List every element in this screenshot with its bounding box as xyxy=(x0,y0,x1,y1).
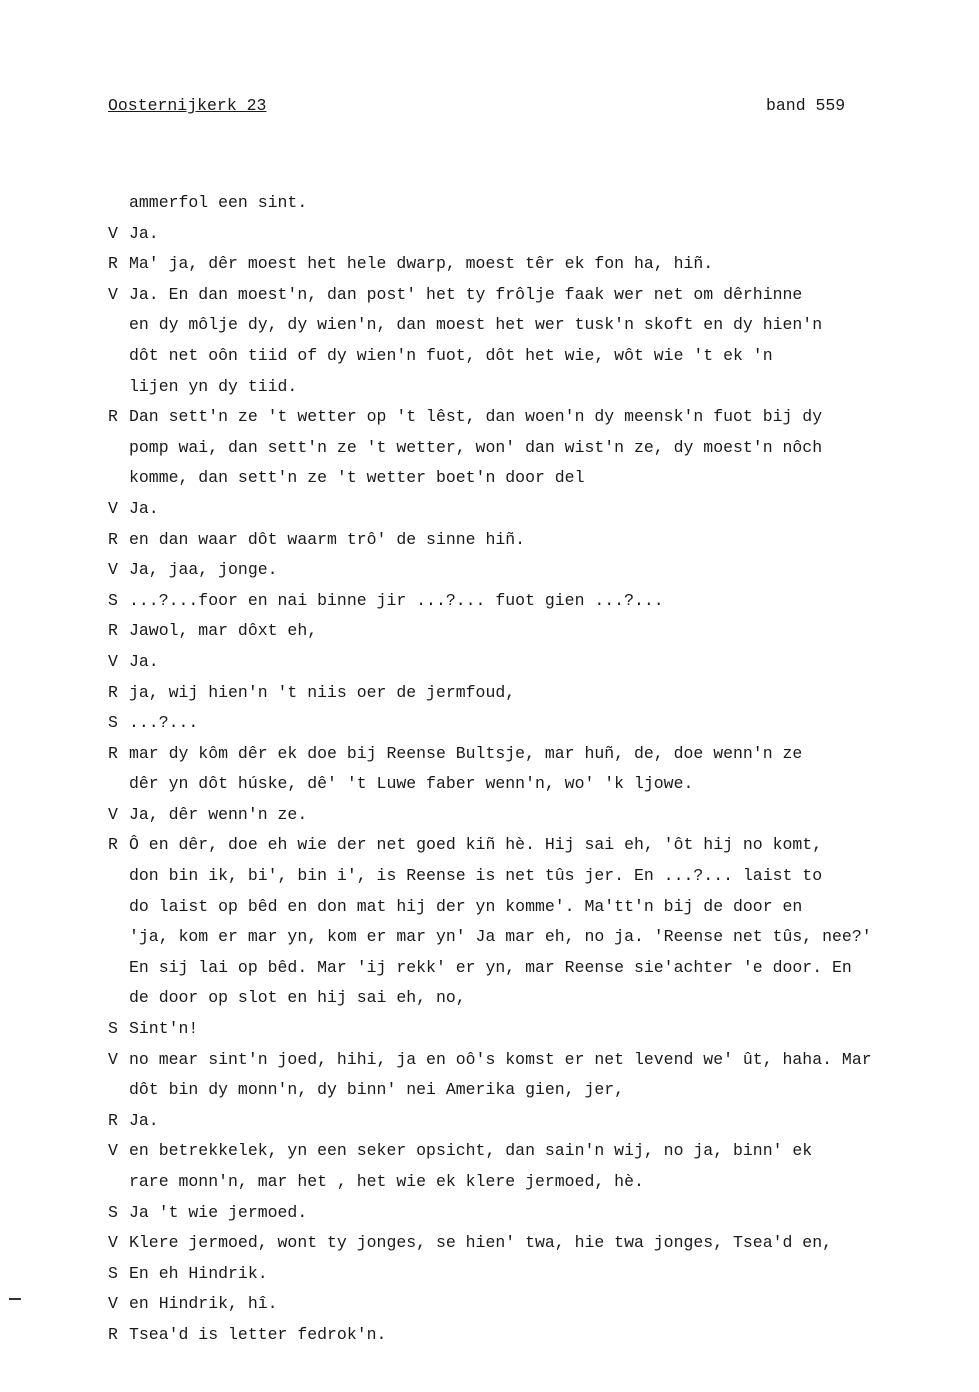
utterance-text: en dan waar dôt waarm trô' de sinne hiñ. xyxy=(129,529,526,549)
transcript-turn xyxy=(108,1045,938,1106)
utterance-text: ja, wij hien'n 't niis oer de jermfoud, xyxy=(129,682,516,702)
speaker-label: R xyxy=(108,621,118,641)
utterance-text: en betrekkelek, yn een seker opsicht, dan sain'n wij, no ja, binn' ek rare monn'n, mar het , het wie ek klere jermoed, hè. xyxy=(129,1141,813,1191)
utterance-text: ...?...foor en nai binne jir ...?... fuot gien ...?... xyxy=(129,590,664,610)
header-location: Oosternijkerk 23 xyxy=(108,96,267,115)
speaker-label: S xyxy=(108,1263,118,1283)
speaker-label: V xyxy=(108,223,118,243)
transcript-turn xyxy=(108,800,938,831)
margin-mark xyxy=(9,1298,21,1300)
transcript-turn xyxy=(108,402,938,494)
speaker-label: S xyxy=(108,713,118,733)
utterance-text: ...?... xyxy=(129,713,199,733)
speaker-label: V xyxy=(108,1141,118,1161)
speaker-label: R xyxy=(108,254,118,274)
speaker-label: R xyxy=(108,835,118,855)
transcript-turn xyxy=(108,1228,938,1259)
speaker-label: R xyxy=(108,1324,118,1344)
transcript-turn xyxy=(108,1320,938,1351)
transcript-turn xyxy=(108,219,938,250)
transcript-turn xyxy=(108,494,938,525)
speaker-label: V xyxy=(108,560,118,580)
transcript-turn xyxy=(108,555,938,586)
utterance-text: Klere jermoed, wont ty jonges, se hien' twa, hie twa jonges, Tsea'd en, xyxy=(129,1233,833,1253)
transcript-turn xyxy=(108,647,938,678)
utterance-text: Ja. xyxy=(129,1110,159,1130)
transcript-body xyxy=(108,188,938,1351)
utterance-text: mar dy kôm dêr ek doe bij Reense Bultsje, mar huñ, de, doe wenn'n ze dêr yn dôt húske, dê' 't Luwe faber wenn'n, wo' 'k ljowe. xyxy=(129,743,803,794)
transcript-turn xyxy=(108,678,938,709)
speaker-label: R xyxy=(108,1110,118,1130)
utterance-text: en Hindrik, hî. xyxy=(129,1294,278,1314)
speaker-label: V xyxy=(108,804,118,824)
transcript-turn xyxy=(108,739,938,800)
speaker-label: R xyxy=(108,743,118,763)
transcript-turn xyxy=(108,188,938,219)
utterance-text: Ma' ja, dêr moest het hele dwarp, moest têr ek fon ha, hiñ. xyxy=(129,254,714,274)
speaker-label xyxy=(108,188,129,219)
speaker-label: R xyxy=(108,529,118,549)
transcript-turn xyxy=(108,1014,938,1045)
transcript-turn xyxy=(108,1198,938,1229)
utterance-text: Jawol, mar dôxt eh, xyxy=(129,621,318,641)
utterance-text: ammerfol een sint. xyxy=(129,193,308,212)
speaker-label: V xyxy=(108,1233,118,1253)
utterance-text: Sint'n! xyxy=(129,1019,199,1039)
transcript-turn xyxy=(108,249,938,280)
transcript-turn xyxy=(108,525,938,556)
transcript-turn xyxy=(108,1289,938,1320)
utterance-text: Ja, dêr wenn'n ze. xyxy=(129,804,308,824)
speaker-label: V xyxy=(108,651,118,671)
utterance-text: Tsea'd is letter fedrok'n. xyxy=(129,1324,387,1344)
transcript-turn xyxy=(108,616,938,647)
utterance-text: Ô en dêr, doe eh wie der net goed kiñ hè. Hij sai eh, 'ôt hij no komt, don bin ik, bi', bin i', is Reense is net tûs jer. En ...?... laist to do laist op bêd en don mat hij der yn komme'. Ma'tt'n bij de door en 'ja, kom er mar yn, kom er mar yn' Ja mar eh, no ja. 'Reense net tûs, nee?' En sij lai op bêd. Mar 'ij rekk' er yn, mar Reense sie'achter 'e door. En de door op slot en hij sai eh, no, xyxy=(129,835,872,1008)
speaker-label: V xyxy=(108,498,118,518)
transcript-turn xyxy=(108,830,938,1014)
transcript-turn xyxy=(108,1136,938,1197)
utterance-text: Ja. xyxy=(129,498,159,518)
utterance-text: Ja, jaa, jonge. xyxy=(129,560,278,580)
speaker-label: R xyxy=(108,682,118,702)
utterance-text: En eh Hindrik. xyxy=(129,1263,268,1283)
utterance-text: Dan sett'n ze 't wetter op 't lêst, dan woen'n dy meensk'n fuot bij dy pomp wai, dan sett'n ze 't wetter, won' dan wist'n ze, dy moest'n nôch komme, dan sett'n ze 't wetter boet'n door del xyxy=(129,407,823,488)
utterance-text: Ja. xyxy=(129,651,159,671)
speaker-label: S xyxy=(108,590,118,610)
transcript-turn xyxy=(108,1106,938,1137)
speaker-label: V xyxy=(108,1294,118,1314)
utterance-text: Ja. En dan moest'n, dan post' het ty frôlje faak wer net om dêrhinne en dy môlje dy, dy wien'n, dan moest het wer tusk'n skoft en dy hien'n dôt net oôn tiid of dy wien'n fuot, dôt het wie, wôt wie 't ek 'n lijen yn dy tiid. xyxy=(129,284,823,396)
speaker-label: S xyxy=(108,1202,118,1222)
utterance-text: no mear sint'n joed, hihi, ja en oô's komst er net levend we' ût, haha. Mar dôt bin dy monn'n, dy binn' nei Amerika gien, jer, xyxy=(129,1049,872,1100)
transcript-turn xyxy=(108,586,938,617)
speaker-label: V xyxy=(108,1049,118,1069)
transcript-turn xyxy=(108,280,938,402)
speaker-label: V xyxy=(108,284,118,304)
header-tape-number: band 559 xyxy=(766,96,846,115)
transcript-turn xyxy=(108,1259,938,1290)
utterance-text: Ja. xyxy=(129,223,159,243)
utterance-text: Ja 't wie jermoed. xyxy=(129,1202,308,1222)
speaker-label: R xyxy=(108,407,118,427)
speaker-label: S xyxy=(108,1019,118,1039)
transcript-turn xyxy=(108,708,938,739)
